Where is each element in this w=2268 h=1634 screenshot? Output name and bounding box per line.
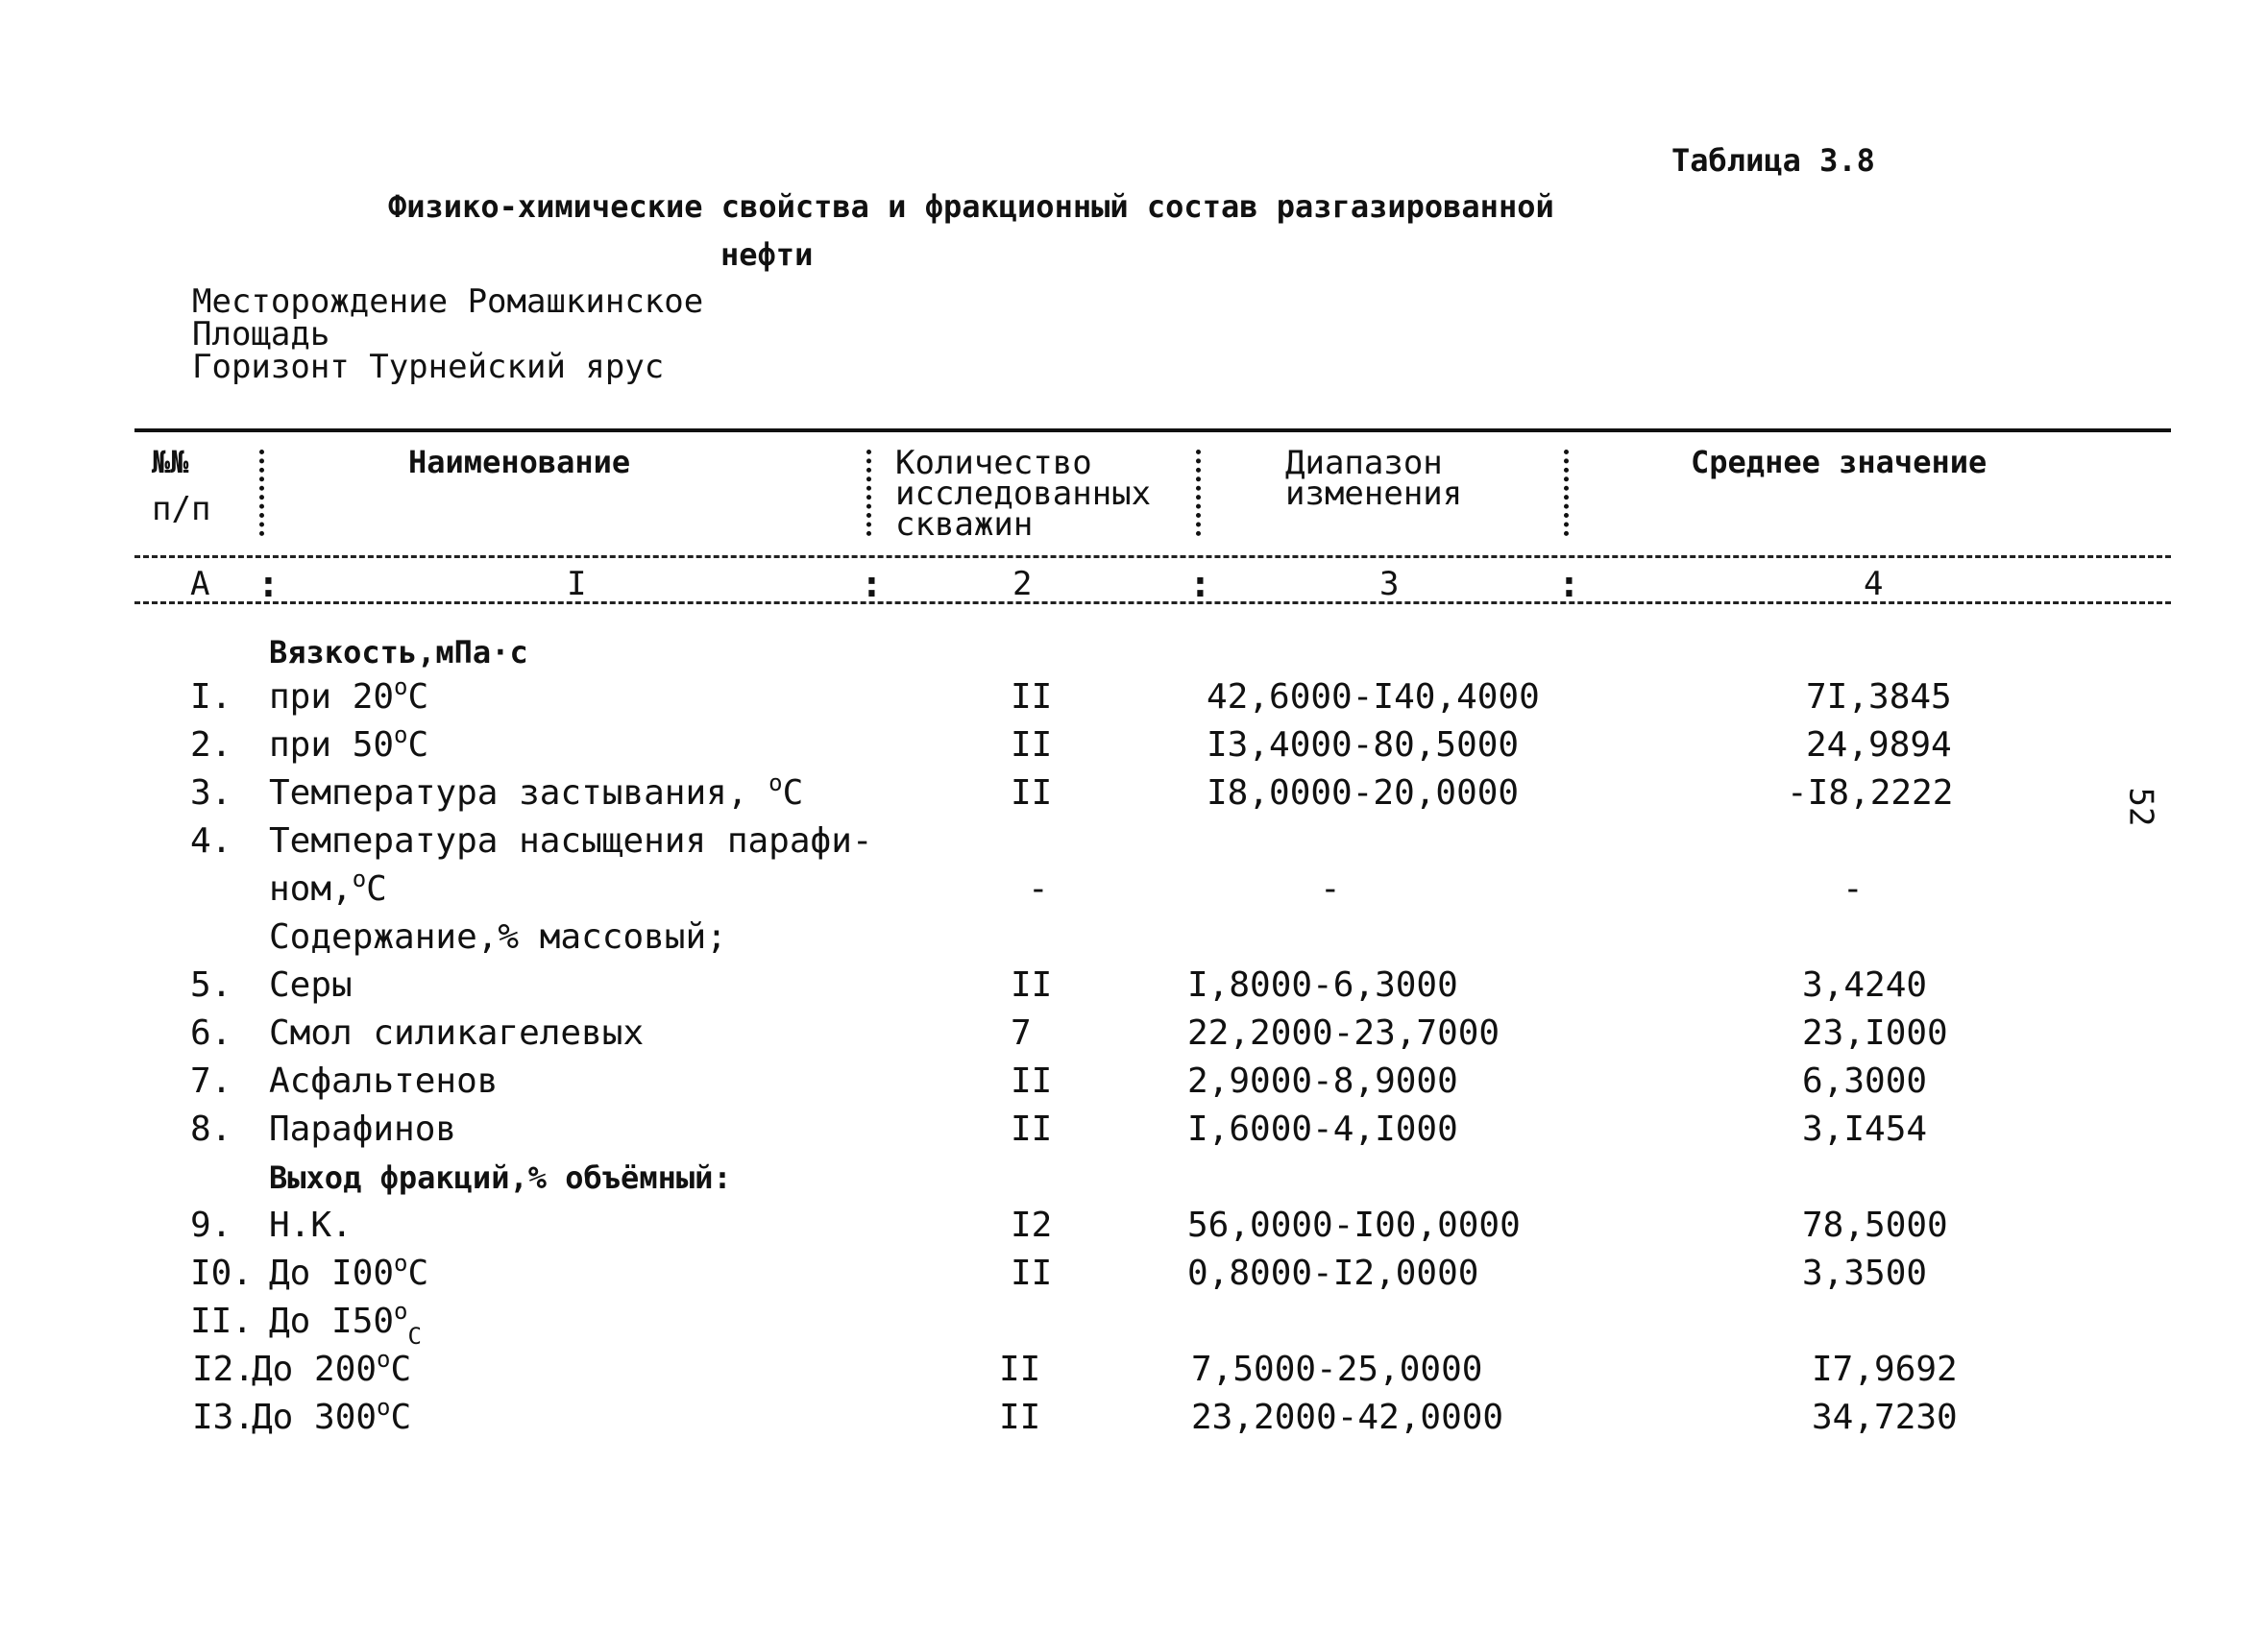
row-count: II <box>1011 1110 1053 1149</box>
row-name: До $I00^оС$ <box>269 1250 429 1293</box>
section-content: Содержание,% массовый; <box>269 917 727 957</box>
row-name: До $I50^о_С$ <box>269 1298 422 1350</box>
row-num: 9. <box>190 1206 232 1245</box>
row-num: 2. <box>190 725 232 765</box>
table-label: Таблица 3.8 <box>1671 142 1875 179</box>
row-average: 24,9894 <box>1806 725 1952 765</box>
row-range: I8,0000-20,0000 <box>1207 773 1520 813</box>
row-average: 3,3500 <box>1802 1254 1928 1293</box>
col-number-1: I <box>567 565 587 603</box>
column-separator: : <box>1189 563 1211 605</box>
table-title-line1: Физико-химические свойства и фракционный состав разгазированной <box>388 188 1554 225</box>
row-num: 5. <box>190 965 232 1005</box>
row-num: I0. <box>190 1254 254 1293</box>
col-number-4: 4 <box>1864 565 1884 603</box>
row-range: 22,2000-23,7000 <box>1187 1013 1500 1053</box>
deposit-label: Месторождение Ромашкинское <box>192 282 704 321</box>
row-count: II <box>999 1398 1041 1437</box>
row-num: 7. <box>190 1061 232 1101</box>
row-name: при $20^оС$ <box>269 673 429 717</box>
row-range: - <box>1320 869 1341 909</box>
row-num: 4. <box>190 821 232 861</box>
section-fractions: Выход фракций,% объёмный: <box>269 1159 732 1196</box>
column-separator: : <box>861 563 883 605</box>
row-count: II <box>1011 1061 1053 1101</box>
row-count: II <box>1011 773 1053 813</box>
row-name: Серы <box>269 965 353 1005</box>
row-range: 23,2000-42,0000 <box>1191 1398 1504 1437</box>
row-average: 3,I454 <box>1802 1110 1928 1149</box>
column-separator <box>259 450 264 536</box>
col-avg-header: Среднее значение <box>1691 444 1988 480</box>
column-separator: : <box>1558 563 1580 605</box>
row-average: - <box>1842 869 1864 909</box>
column-separator <box>866 450 871 536</box>
row-name: Н.К. <box>269 1206 353 1245</box>
row-average: -I8,2222 <box>1787 773 1954 813</box>
row-name: До $200^оС$ <box>252 1346 412 1389</box>
row-range: 56,0000-I00,0000 <box>1187 1206 1521 1245</box>
row-average: 34,7230 <box>1812 1398 1958 1437</box>
row-num: 8. <box>190 1110 232 1149</box>
row-range: I,6000-4,I000 <box>1187 1110 1458 1149</box>
row-count: II <box>1011 1254 1053 1293</box>
table-title-line2: нефти <box>720 236 814 273</box>
row-average: 7I,3845 <box>1806 677 1952 717</box>
row-count: I2 <box>1011 1206 1053 1245</box>
row-range: 7,5000-25,0000 <box>1191 1350 1483 1389</box>
row-num: II. <box>190 1302 254 1341</box>
col-number-2: 2 <box>1012 565 1033 603</box>
row-num: I3. <box>192 1398 256 1437</box>
column-separator <box>1564 450 1569 536</box>
row-name: Асфальтенов <box>269 1061 499 1101</box>
row-average: 23,I000 <box>1802 1013 1948 1053</box>
col-number-3: 3 <box>1379 565 1400 603</box>
horizon-label: Горизонт Турнейский ярус <box>192 348 665 386</box>
row-count: II <box>1011 677 1053 717</box>
row-name: Смол силикагелевых <box>269 1013 645 1053</box>
section-viscosity: Вязкость,мПа·с <box>269 634 528 671</box>
row-name: при $50^оС$ <box>269 721 429 765</box>
col-num-header-1: №№ <box>152 444 189 480</box>
col-range-header-1: Диапазон <box>1285 444 1443 482</box>
row-range: 42,6000-I40,4000 <box>1207 677 1540 717</box>
page-number: 52 <box>2121 787 2160 827</box>
row-name-continued: ном,$^о$С <box>269 866 387 909</box>
col-num-header-2: п/п <box>152 490 211 528</box>
row-name: Температура насыщения парафи- <box>269 821 873 861</box>
header-bottom-rule <box>134 555 2171 558</box>
row-range: 0,8000-I2,0000 <box>1187 1254 1479 1293</box>
row-average: 3,4240 <box>1802 965 1928 1005</box>
row-average: 6,3000 <box>1802 1061 1928 1101</box>
area-label: Площадь <box>192 315 330 354</box>
row-num: I2. <box>192 1350 256 1389</box>
row-num: 3. <box>190 773 232 813</box>
row-range: I,8000-6,3000 <box>1187 965 1458 1005</box>
row-count: 7 <box>1011 1013 1032 1053</box>
row-average: 78,5000 <box>1802 1206 1948 1245</box>
col-count-header-3: скважин <box>895 505 1034 544</box>
row-name: Температура застывания, $^о$С <box>269 769 804 813</box>
row-average: I7,9692 <box>1812 1350 1958 1389</box>
row-count: II <box>1011 965 1053 1005</box>
header-top-rule <box>134 428 2171 432</box>
col-count-header-1: Количество <box>895 444 1092 482</box>
col-range-header-2: изменения <box>1285 475 1463 513</box>
row-num: I. <box>190 677 232 717</box>
col-name-header: Наименование <box>408 444 631 480</box>
row-count: II <box>999 1350 1041 1389</box>
row-range: I3,4000-80,5000 <box>1207 725 1520 765</box>
column-separator: : <box>257 563 280 605</box>
row-count: - <box>1028 869 1049 909</box>
row-name: До $300^оС$ <box>252 1394 412 1437</box>
row-range: 2,9000-8,9000 <box>1187 1061 1458 1101</box>
row-count: II <box>1011 725 1053 765</box>
row-name: Парафинов <box>269 1110 457 1149</box>
row-num: 6. <box>190 1013 232 1053</box>
col-number-0: А <box>190 565 210 603</box>
column-separator <box>1196 450 1201 536</box>
col-count-header-2: исследованных <box>895 475 1152 513</box>
